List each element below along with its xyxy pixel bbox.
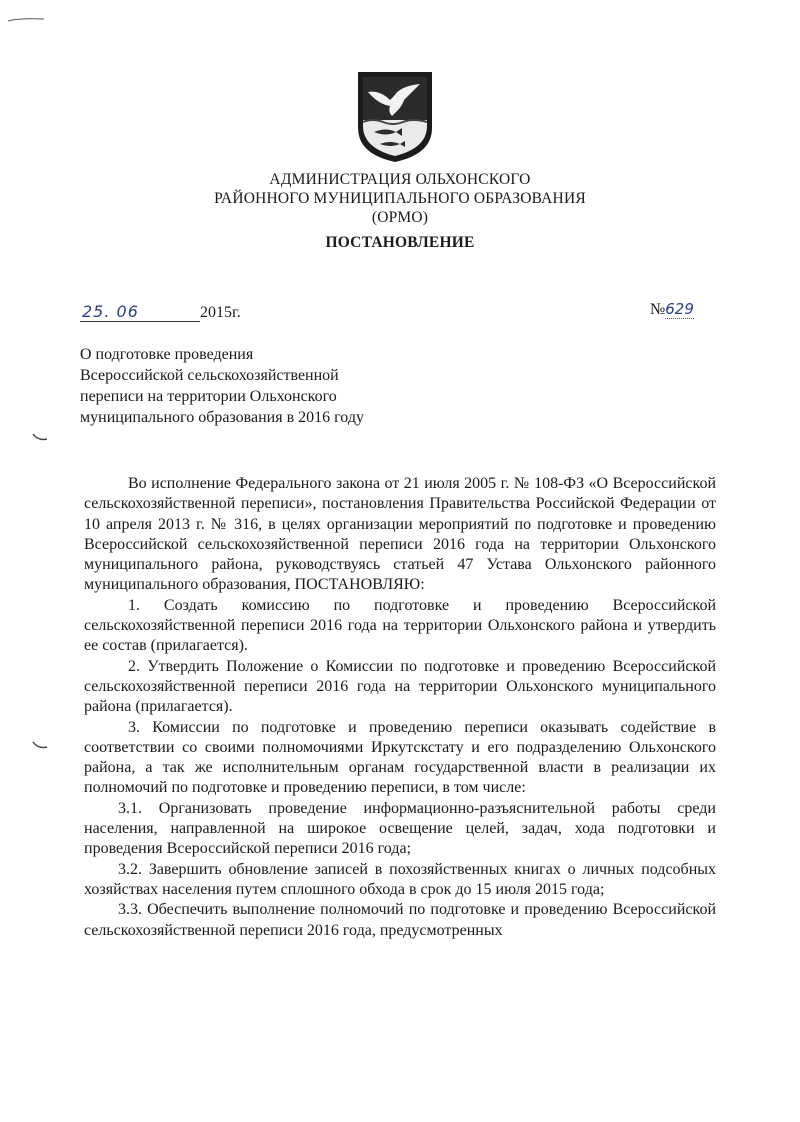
item-1-paragraph: 1. Создать комиссию по подготовке и проведению Всероссийской сельскохозяйственной переписи 2016 года на территории Ольхонского района и утвердить ее состав (прилагается). [84,596,716,655]
scan-artifact-mark [8,18,44,22]
hole-punch-mark [32,740,48,750]
document-subject [80,344,364,428]
subject-line: муниципального образования в 2016 году [80,409,364,426]
handwritten-date: 25. 06 [80,302,200,322]
handwritten-number: 629 [665,300,694,318]
header-line-3: (ОРМО) [371,209,429,226]
subject-line: переписи на территории Ольхонского [80,388,337,405]
item-2-paragraph: 2. Утвердить Положение о Комиссии по подготовке и проведению Всероссийской сельскохозяйственной переписи 2016 года на территории Ольхонского муниципального района (прилагается). [84,657,716,716]
coat-of-arms-eagle-fish-icon [356,70,434,164]
hole-punch-mark [32,432,48,442]
preamble-paragraph: Во исполнение Федерального закона от 21 июля 2005 г. № 108-ФЗ «О Всероссийской сельскохозяйственной переписи», постановления Правительства Российской Федерации от 10 апреля 2013 г. № 316, в целях организации мероприятий по подготовке и проведению Всероссийской сельскохозяйственной переписи 2016 года на территории Ольхонского муниципального района, руководствуясь статьей 47 Устава Ольхонского районного муниципального образования, ПОСТАНОВЛЯЮ: [84,475,716,594]
document-number [650,300,694,319]
subject-line: Всероссийской сельскохозяйственной [80,367,339,384]
document-date [80,302,241,322]
number-prefix: № [650,301,666,318]
document-title: ПОСТАНОВЛЕНИЕ [325,234,475,251]
item-3-3-paragraph: 3.3. Обеспечить выполнение полномочий по подготовке и проведению Всероссийской сельскохозяйственной переписи 2016 года, предусмотренных [84,901,716,939]
document-body [84,474,716,941]
date-year: 2015г. [200,304,241,321]
item-3-paragraph: 3. Комиссии по подготовке и проведению переписи оказывать содействие в соответствии со своими полномочиями Иркутскстату и его подразделению Ольхонского района, а так же исполнительным органам государственной власти в реализации их полномочий по подготовке и проведению переписи, в том числе: [84,718,716,797]
item-3-2-paragraph: 3.2. Завершить обновление записей в похозяйственных книгах о личных подсобных хозяйствах населения путем сплошного обхода в срок до 15 июля 2015 года; [84,860,716,898]
header-line-2: РАЙОННОГО МУНИЦИПАЛЬНОГО ОБРАЗОВАНИЯ [214,190,586,207]
header-line-1: АДМИНИСТРАЦИЯ ОЛЬХОНСКОГО [269,171,531,188]
document-header [0,170,800,252]
subject-line: О подготовке проведения [80,346,254,363]
item-3-1-paragraph: 3.1. Организовать проведение информационно-разъяснительной работы среди населения, направленной на широкое освещение целей, задач, хода подготовки и проведения Всероссийской переписи 2016 года; [84,799,716,858]
